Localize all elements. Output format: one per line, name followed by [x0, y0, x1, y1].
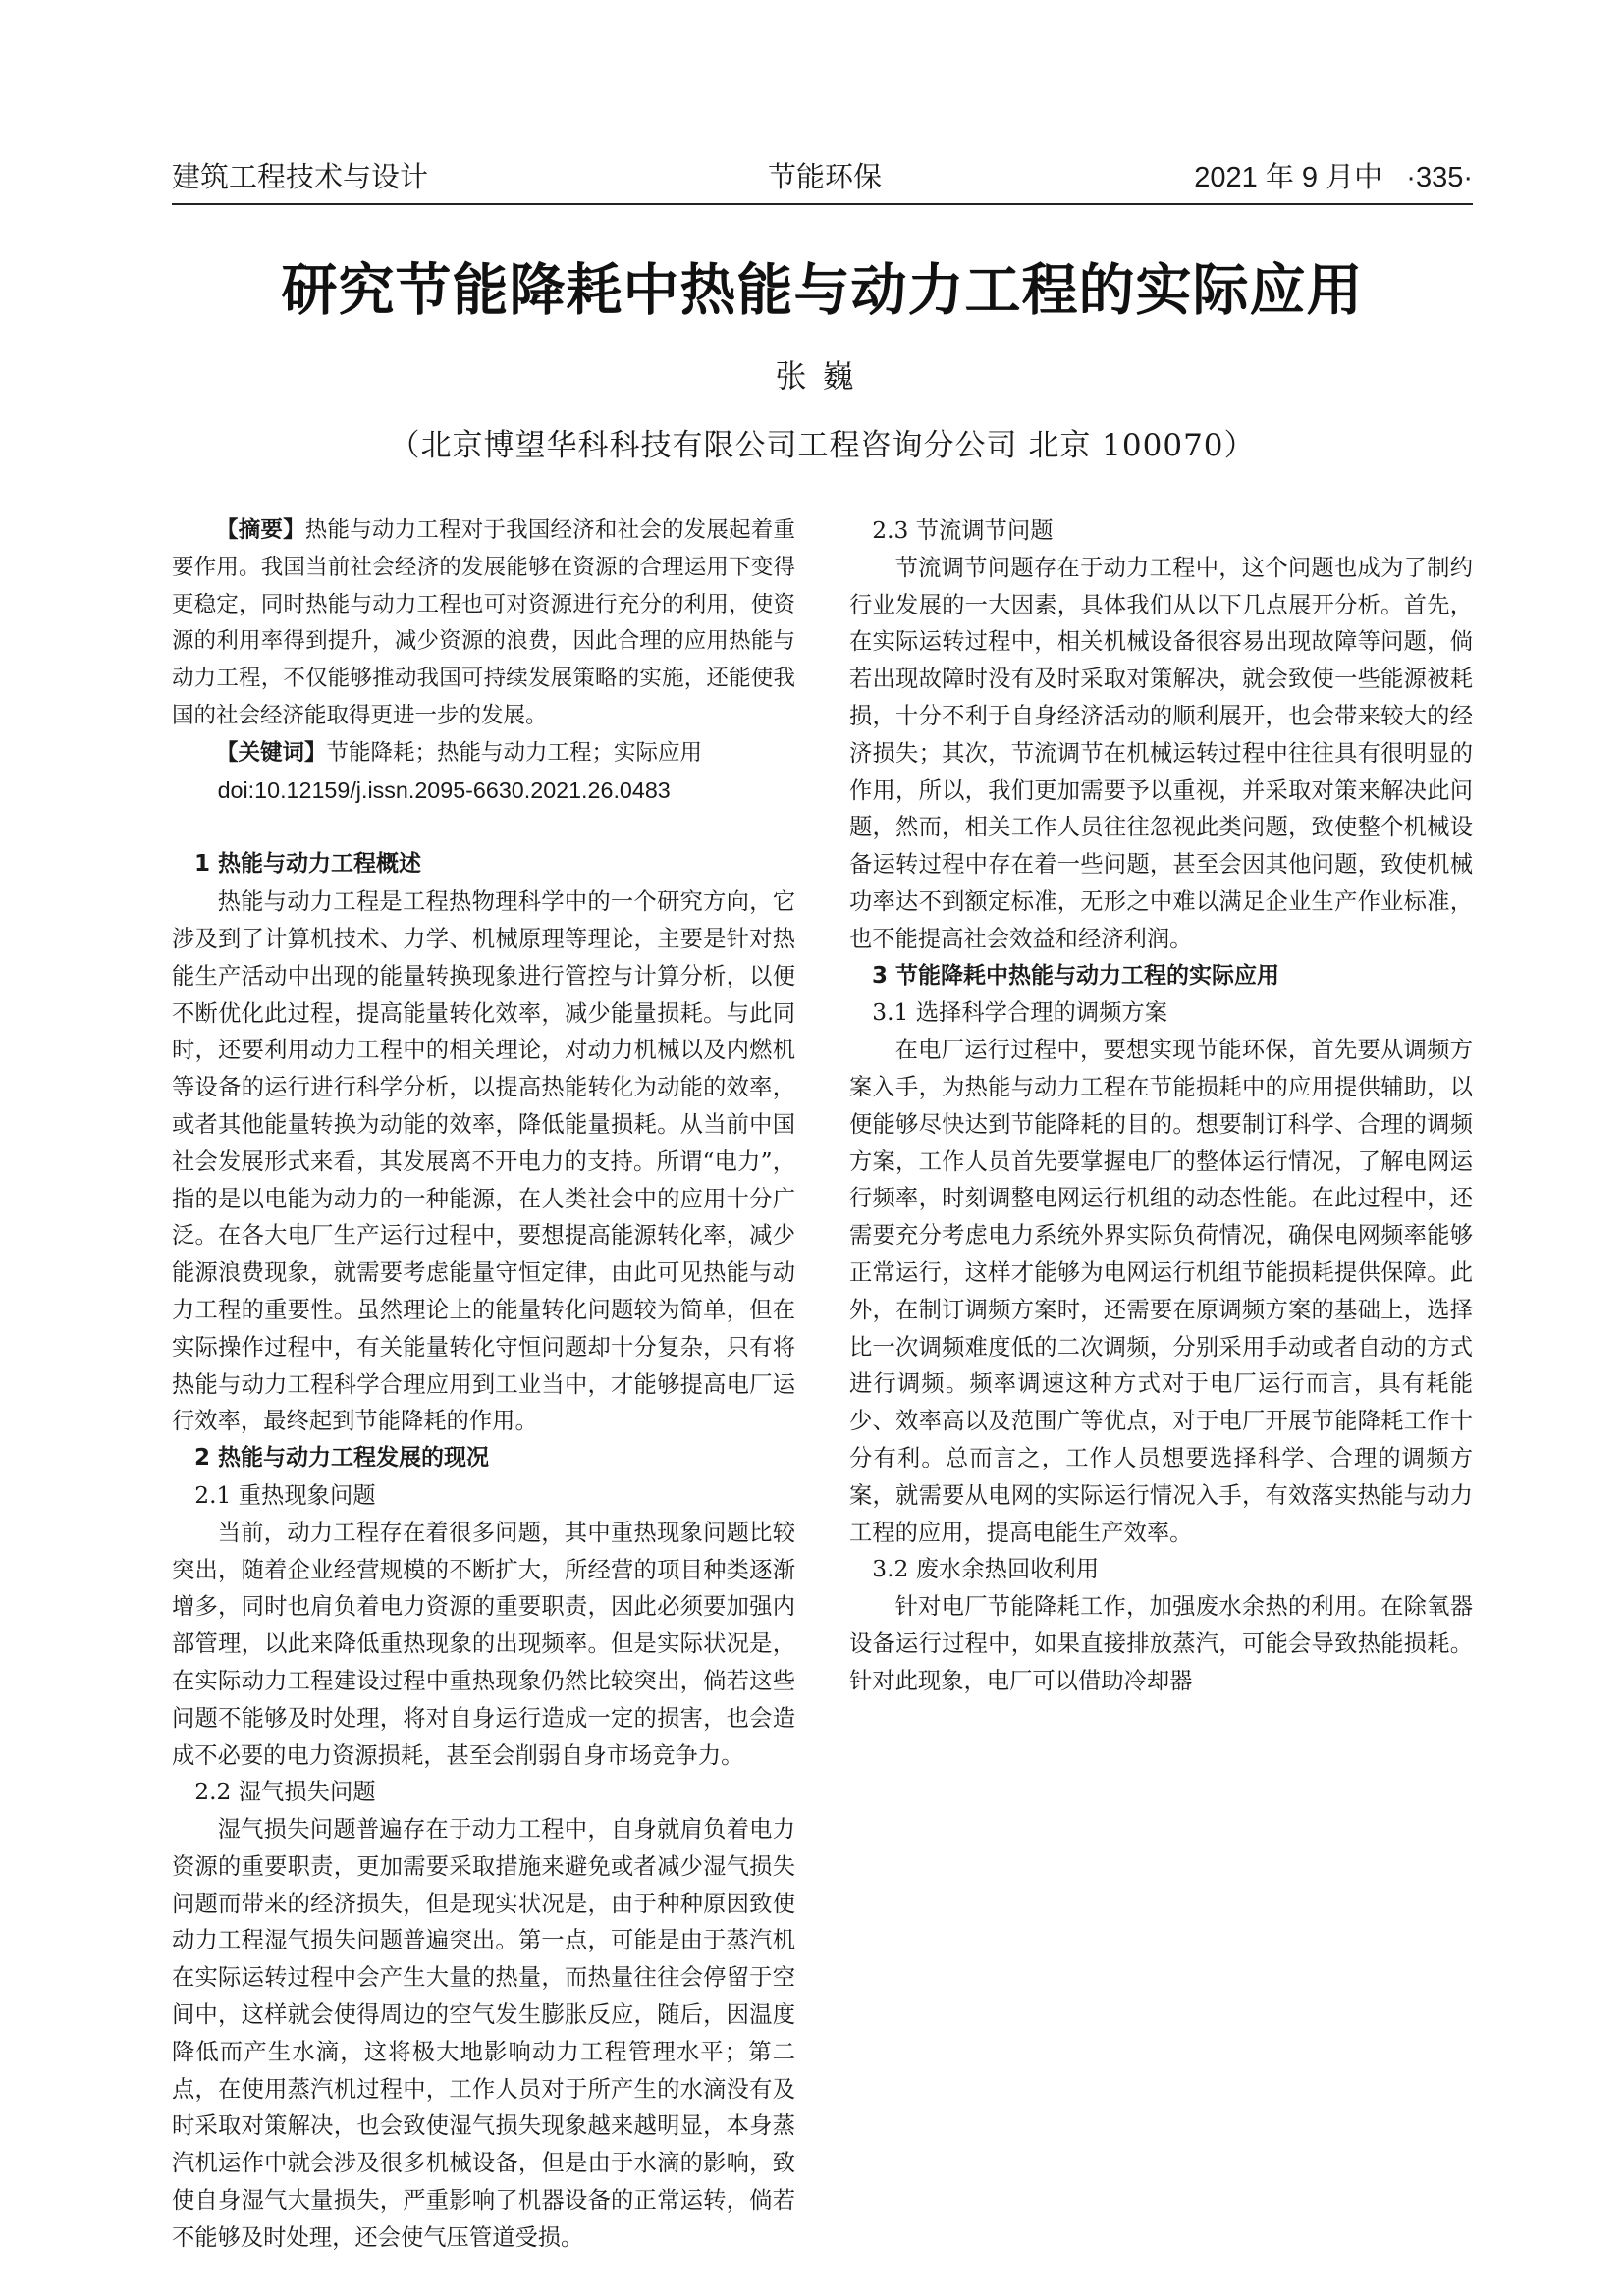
journal-name: 建筑工程技术与设计 — [172, 162, 429, 193]
paragraph: 当前，动力工程存在着很多问题，其中重热现象问题比较突出，随着企业经营规模的不断扩大，所经营的项目种类逐渐增多，同时也肩负着电力资源的重要职责，因此必须要加强内部管理，以此来降低重热现象的出现频率。但是实际状况是，在实际动力工程建设过程中重热现象仍然比较突出，倘若这些问题不能够及时处理，将对自身运行造成一定的损害，也会造成不必要的电力资源损耗，甚至会削弱自身市场竞争力。 — [172, 1519, 795, 1769]
section-heading-1: 1 热能与动力工程概述 — [194, 851, 422, 878]
running-header — [172, 155, 1473, 194]
article-title: 研究节能降耗中热能与动力工程的实际应用 — [281, 257, 1364, 323]
subsection-heading-2-2: 2.2 湿气损失问题 — [194, 1779, 376, 1806]
author-affiliation: （北京博望华科科技有限公司工程咨询分公司 北京 100070） — [389, 428, 1256, 463]
subsection-heading-3-1: 3.1 选择科学合理的调频方案 — [872, 999, 1168, 1027]
paragraph: 在电厂运行过程中，要想实现节能环保，首先要从调频方案入手，为热能与动力工程在节能损耗中的应用提供辅助，以便能够尽快达到节能降耗的目的。想要制订科学、合理的调频方案，工作人员首先要掌握电厂的整体运行情况，了解电网运行频率，时刻调整电网运行机组的动态性能。在此过程中，还需要充分考虑电力系统外界实际负荷情况，确保电网频率能够正常运行，这样才能够为电网运行机组节能损耗提供保障。此外，在制订调频方案时，还需要在原调频方案的基础上，选择比一次调频难度低的二次调频，分别采用手动或者自动的方式进行调频。频率调速这种方式对于电厂运行而言，具有耗能少、效率高以及范围广等优点，对于电厂开展节能降耗工作十分有利。总而言之，工作人员想要选择科学、合理的调频方案，就需要从电网的实际运行情况入手，有效落实热能与动力工程的应用，提高电能生产效率。 — [849, 1037, 1473, 1546]
doi: doi:10.12159/j.issn.2095-6630.2021.26.0483 — [217, 776, 671, 803]
spacer — [172, 809, 795, 846]
keywords — [172, 735, 795, 773]
abstract-label: 【摘要】 — [216, 517, 305, 543]
section-heading-2: 2 热能与动力工程发展的现况 — [194, 1445, 490, 1471]
keywords-label: 【关键词】 — [216, 739, 327, 766]
paragraph: 热能与动力工程是工程热物理科学中的一个研究方向，它涉及到了计算机技术、力学、机械原理等理论，主要是针对热能生产活动中出现的能量转换现象进行管控与计算分析，以便不断优化此过程，提高能量转化效率，减少能量损耗。与此同时，还要利用动力工程中的相关理论，对动力机械以及内燃机等设备的运行进行科学分析，以提高热能转化为动能的效率，或者其他能量转换为动能的效率，降低能量损耗。从当前中国社会发展形式来看，其发展离不开电力的支持。所谓“电力”，指的是以电能为动力的一种能源，在人类社会中的应用十分广泛。在各大电厂生产运行过程中，要想提高能源转化率，减少能源浪费现象，就需要考虑能量守恒定律，由此可见热能与动力工程的重要性。虽然理论上的能量转化问题较为简单，但在实际操作过程中，有关能量转化守恒问题却十分复杂，只有将热能与动力工程科学合理应用到工业当中，才能够提高电厂运行效率，最终起到节能降耗的作用。 — [172, 888, 795, 1435]
subsection-heading-2-3: 2.3 节流调节问题 — [872, 517, 1054, 544]
issue-and-page — [1194, 155, 1473, 195]
subsection-heading-3-2: 3.2 废水余热回收利用 — [872, 1556, 1100, 1583]
section-heading-3: 3 节能降耗中热能与动力工程的实际应用 — [872, 962, 1280, 988]
paragraph: 湿气损失问题普遍存在于动力工程中，自身就肩负着电力资源的重要职责，更加需要采取措施来避免或者减少湿气损失问题而带来的经济损失，但是现实状况是，由于种种原因致使动力工程湿气损失问题普遍突出。第一点，可能是由于蒸汽机在实际运转过程中会产生大量的热量，而热量往往会停留于空间中，这样就会使得周边的空气发生膨胀反应，随后，因温度降低而产生水滴，这将极大地影响动力工程管理水平；第二点，在使用蒸汽机过程中，工作人员对于所产生的水滴没有及时采取对策解决，也会致使湿气损失现象越来越明显，本身蒸汽机运作中就会涉及很多机械设备，但是由于水滴的影响，致使自身湿气大量损失，严重影响了机器设备的正常运转，倘若不能够及时处理，还会使气压管道受损。 — [172, 1816, 795, 2251]
abstract — [172, 512, 795, 735]
paragraph: 节流调节问题存在于动力工程中，这个问题也成为了制约行业发展的一大因素，具体我们从以下几点展开分析。首先，在实际运转过程中，相关机械设备很容易出现故障等问题，倘若出现故障时没有及时采取对策解决，就会致使一些能源被耗损，十分不利于自身经济活动的顺利展开，也会带来较大的经济损失；其次，节流调节在机械运转过程中往往具有很明显的作用，所以，我们更加需要予以重视，并采取对策来解决此问题，然而，相关工作人员往往忽视此类问题，致使整个机械设备运转过程中存在着一些问题，甚至会因其他问题，致使机械功率达不到额定标准，无形之中难以满足企业生产作业标准，也不能提高社会效益和经济利润。 — [849, 554, 1473, 952]
issue-date: 2021 年 9 月中 — [1194, 162, 1383, 193]
left-column — [172, 512, 795, 2257]
abstract-text: 热能与动力工程对于我国经济和社会的发展起着重要作用。我国当前社会经济的发展能够在资源的合理运用下变得更稳定，同时热能与动力工程也可对资源进行充分的利用，使资源的利用率得到提升，减少资源的浪费，因此合理的应用热能与动力工程，不仅能够推动我国可持续发展策略的实施，还能使我国的社会经济能取得更进一步的发展。 — [172, 517, 795, 728]
subsection-heading-2-1: 2.1 重热现象问题 — [194, 1481, 376, 1509]
section-name: 节能环保 — [768, 162, 883, 193]
author-name: 张巍 — [775, 357, 870, 395]
page-number: ·335· — [1406, 162, 1473, 193]
right-column — [849, 512, 1473, 1700]
keywords-text: 节能降耗；热能与动力工程；实际应用 — [326, 739, 703, 766]
header-rule — [172, 203, 1473, 205]
paragraph: 针对电厂节能降耗工作，加强废水余热的利用。在除氧器设备运行过程中，如果直接排放蒸汽，可能会导致热能损耗。针对此现象，电厂可以借助冷却器 — [849, 1593, 1473, 1694]
